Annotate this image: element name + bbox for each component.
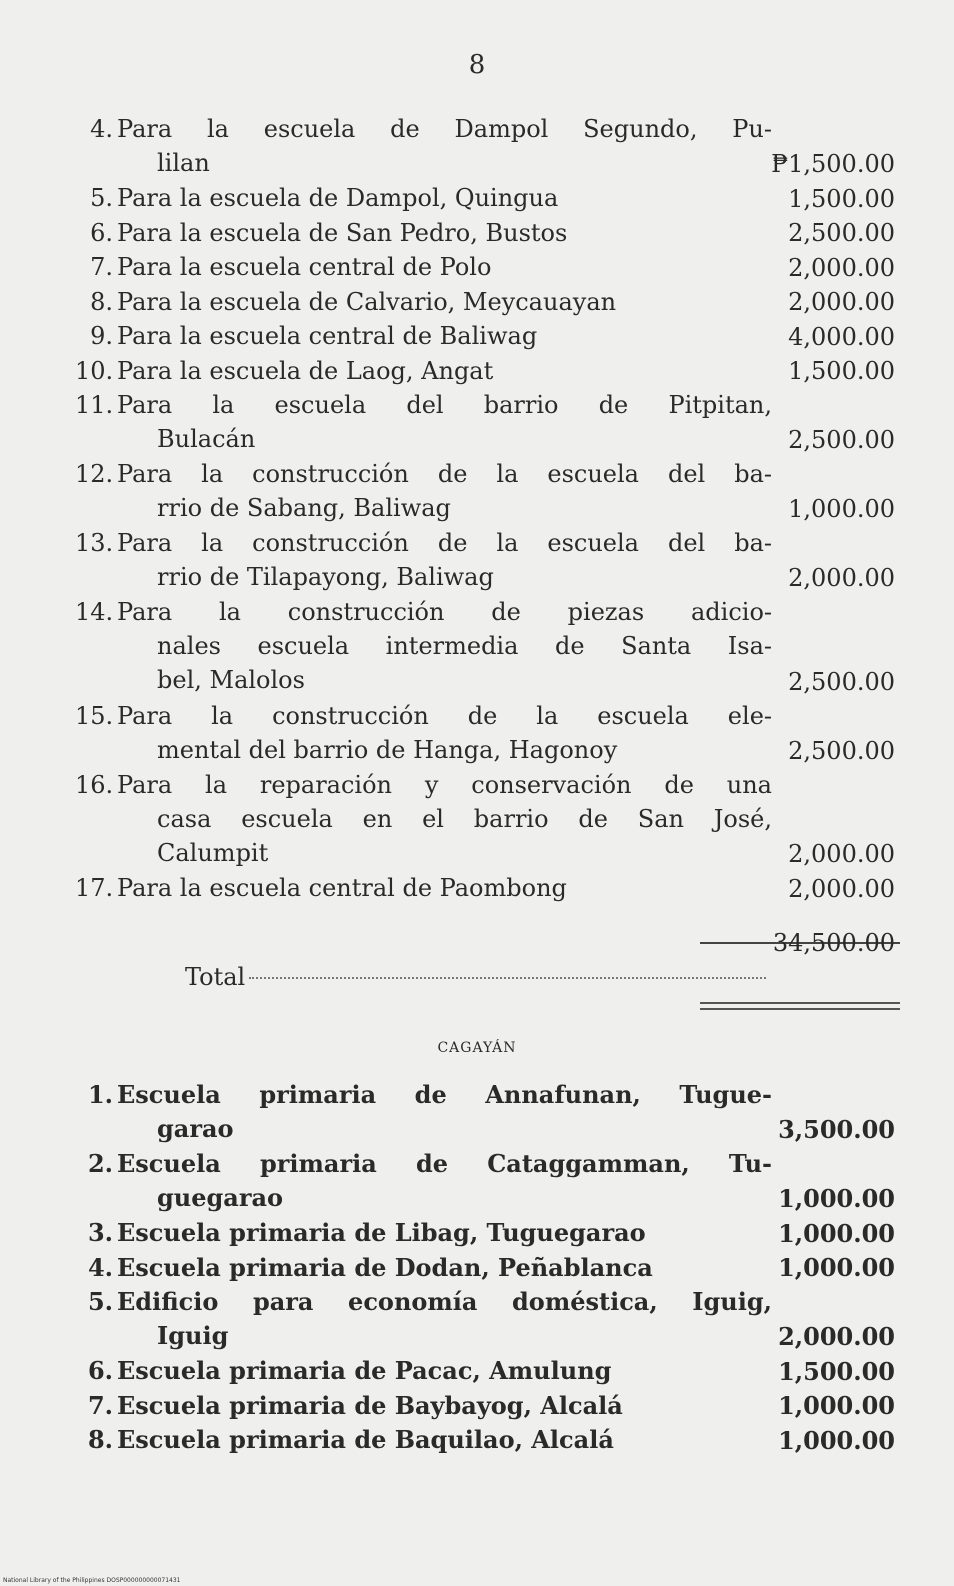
item-text: Para la escuela central de Baliwag (117, 322, 538, 350)
item-description-line (117, 871, 772, 905)
item-text: mental del barrio de Hanga, Hagonoy (157, 735, 618, 764)
item-description-line (117, 733, 772, 767)
item-description-line (117, 1319, 772, 1353)
item-description-line (117, 216, 772, 250)
item-number: 4. (87, 1252, 113, 1282)
item-number: 11. (75, 391, 114, 419)
item-description-line: Para la construcción de piezas adicio- (117, 598, 772, 626)
item-description-line (117, 319, 772, 353)
item-text: Para la escuela de Laog, Angat (117, 356, 494, 385)
item-description-line (117, 1216, 772, 1250)
list-item (75, 457, 895, 526)
item-text: Para la escuela de Calvario, Meycauayan (117, 287, 617, 316)
list-item (75, 1423, 895, 1458)
item-description-line (117, 1389, 772, 1423)
item-description-line (117, 250, 772, 284)
item-description-line: Para la construcción de la escuela del ba- (117, 460, 772, 488)
item-text: Escuela primaria de Baquilao, Alcalá (117, 1425, 614, 1454)
item-amount: 1,000.00 (778, 1184, 895, 1213)
item-description-line (117, 491, 772, 525)
item-description-line (117, 1112, 772, 1146)
item-amount: 2,000.00 (788, 253, 895, 282)
section-heading-cagayan: CAGAYÁN (437, 1040, 517, 1056)
list-item (75, 1389, 895, 1424)
item-amount: 2,500.00 (788, 736, 895, 765)
item-text: Escuela primaria de Libag, Tuguegarao (117, 1218, 646, 1247)
item-number: 10. (75, 356, 114, 385)
item-description-line: Para la escuela de Dampol Segundo, Pu- (117, 115, 772, 143)
item-text: guegarao (157, 1183, 284, 1212)
list-item (75, 595, 895, 699)
item-text: Bulacán (157, 425, 256, 453)
item-amount: 2,500.00 (788, 667, 895, 696)
list-item (75, 181, 895, 216)
item-number: 15. (75, 701, 114, 730)
item-description-line: Para la construcción de la escuela del ba- (117, 529, 772, 557)
item-number: 6. (87, 1356, 113, 1385)
list-item (75, 1285, 895, 1354)
list-item (75, 768, 895, 872)
item-description-line (117, 285, 772, 319)
item-number: 16. (75, 770, 114, 799)
item-number: 5. (90, 184, 113, 212)
item-number: 6. (90, 218, 113, 247)
item-amount: 2,500.00 (788, 219, 895, 247)
item-text: Escuela primaria de Pacac, Amulung (117, 1356, 612, 1385)
item-text: Para la escuela de Dampol, Quingua (117, 184, 559, 212)
item-description-line (117, 1354, 772, 1388)
item-description-line: casa escuela en el barrio de San José, (157, 804, 772, 833)
item-amount: 1,000.00 (778, 1218, 895, 1248)
item-number: 5. (87, 1287, 113, 1316)
item-number: 7. (87, 1390, 113, 1420)
item-description-line (117, 663, 772, 697)
item-description-line: Para la escuela del barrio de Pitpitan, (117, 391, 772, 419)
item-description-line: Para la construcción de la escuela ele- (117, 701, 772, 730)
footer-credit: National Library of the Philippines DOSP000000000071431 (3, 1577, 181, 1584)
item-description-line (117, 836, 772, 870)
item-text: Escuela primaria de Baybayog, Alcalá (117, 1390, 623, 1420)
item-amount: 1,000.00 (778, 1425, 895, 1455)
item-description-line (117, 1251, 772, 1285)
item-amount: 2,000.00 (788, 564, 895, 592)
item-description-line: Edificio para economía doméstica, Iguig, (117, 1287, 772, 1316)
item-text: garao (157, 1114, 234, 1143)
item-number: 2. (87, 1149, 113, 1178)
item-text: Para la escuela central de Polo (117, 253, 492, 281)
item-amount: 2,000.00 (778, 1322, 895, 1351)
item-amount: 1,000.00 (778, 1253, 895, 1282)
list-item (75, 216, 895, 251)
item-text: Para la escuela central de Paombong (117, 874, 567, 902)
list-item (75, 1251, 895, 1286)
item-description-line: nales escuela intermedia de Santa Isa- (157, 632, 772, 660)
item-amount: 1,000.00 (788, 495, 895, 523)
total-label: Total (185, 963, 246, 991)
item-number: 8. (90, 287, 113, 316)
item-description-line (117, 422, 772, 456)
item-description-line (117, 1423, 772, 1457)
item-text: Para la escuela de San Pedro, Bustos (117, 218, 568, 247)
item-number: 4. (90, 115, 113, 143)
page-number: 8 (468, 50, 486, 80)
item-description-line (117, 354, 772, 388)
item-amount: 1,500.00 (788, 184, 895, 213)
item-amount: 4,000.00 (788, 322, 895, 351)
item-amount: 2,500.00 (788, 426, 895, 454)
item-amount: 1,500.00 (778, 1356, 895, 1386)
list-item (75, 388, 895, 457)
list-item (75, 871, 895, 906)
item-text: rrio de Sabang, Baliwag (157, 494, 451, 522)
item-description-line (117, 1181, 772, 1215)
item-number: 3. (87, 1218, 113, 1247)
item-text: Iguig (157, 1321, 229, 1350)
item-number: 17. (75, 874, 114, 902)
item-amount: 2,000.00 (788, 874, 895, 903)
item-number: 12. (75, 460, 114, 488)
item-amount: 1,000.00 (778, 1391, 895, 1420)
item-description-line (117, 560, 772, 594)
item-text: bel, Malolos (157, 666, 305, 694)
item-number: 14. (75, 598, 114, 626)
item-amount: 2,000.00 (788, 840, 895, 868)
item-number: 7. (90, 253, 113, 281)
item-number: 1. (87, 1080, 113, 1109)
item-text: Escuela primaria de Dodan, Peñablanca (117, 1252, 653, 1282)
list-item (75, 354, 895, 389)
list-item (75, 319, 895, 354)
item-number: 8. (87, 1425, 113, 1454)
item-amount: ₱1,500.00 (771, 150, 895, 178)
item-number: 9. (90, 322, 113, 350)
total-amount: 34,500.00 (772, 929, 895, 957)
item-amount: 3,500.00 (778, 1115, 895, 1144)
item-amount: 2,000.00 (788, 288, 895, 316)
item-number: 13. (75, 529, 114, 557)
item-description-line: Escuela primaria de Cataggamman, Tu- (117, 1149, 772, 1178)
total-double-rule (700, 1002, 900, 1010)
item-amount: 1,500.00 (788, 357, 895, 385)
list-item (75, 699, 895, 768)
list-item (75, 250, 895, 285)
item-text: rrio de Tilapayong, Baliwag (157, 563, 494, 591)
item-description-line (117, 146, 772, 180)
list-item (75, 526, 895, 595)
list-item (75, 1216, 895, 1251)
item-text: lilan (157, 149, 210, 177)
dot-leader (249, 977, 766, 979)
list-item (75, 1147, 895, 1216)
item-description-line: Escuela primaria de Annafunan, Tugue- (117, 1080, 772, 1109)
list-item (75, 285, 895, 320)
item-description-line (117, 181, 772, 215)
list-item (75, 1078, 895, 1147)
item-text: Calumpit (157, 838, 269, 867)
list-item (75, 112, 895, 181)
item-description-line: Para la reparación y conservación de una (117, 770, 772, 799)
list-item (75, 1354, 895, 1389)
